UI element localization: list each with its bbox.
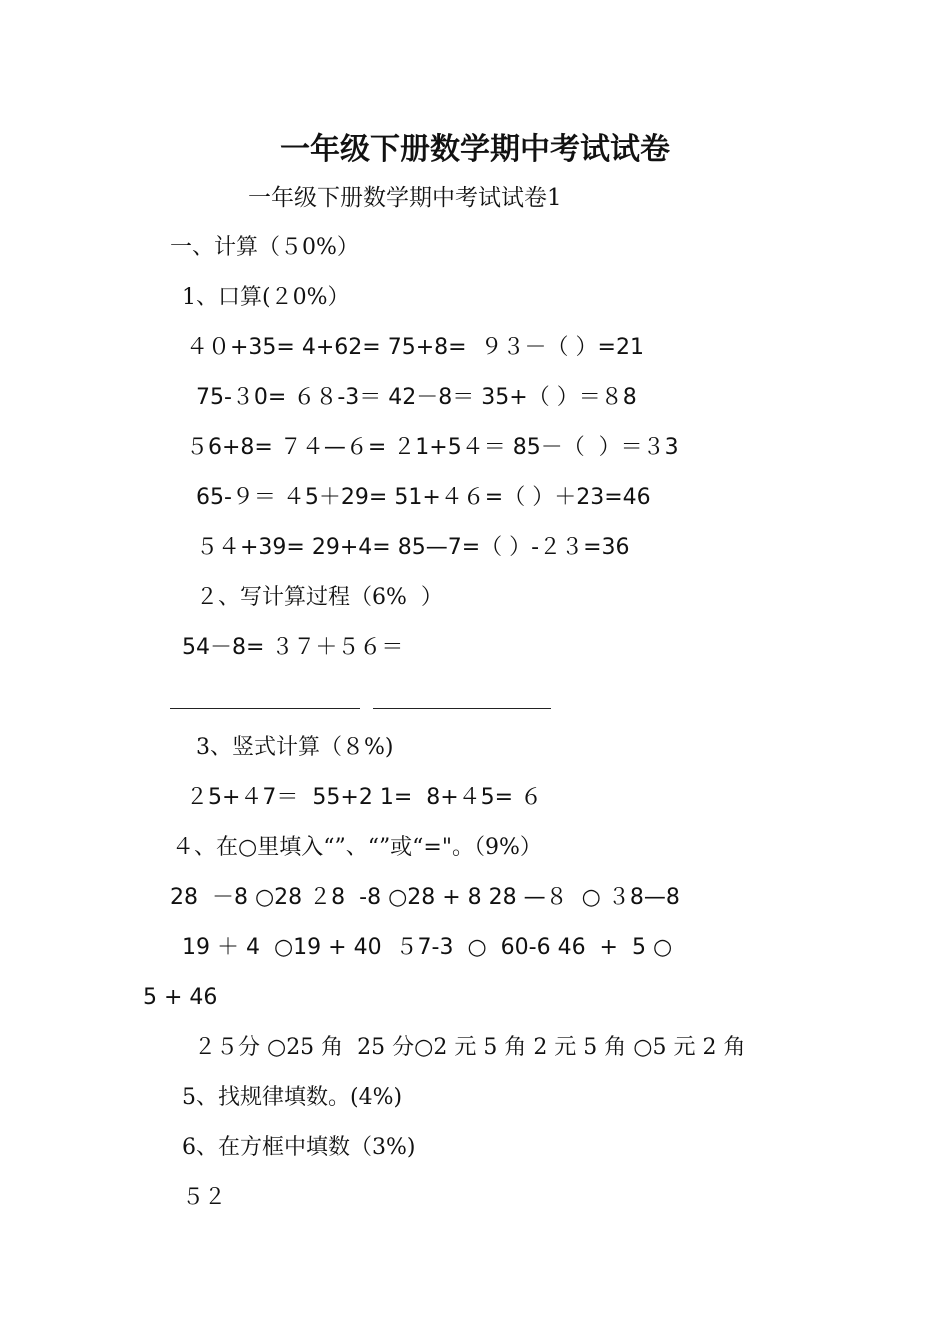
exam-title: 一年级下册数学期中考试试卷 bbox=[280, 132, 670, 167]
q1-row-3: ５6+8= ７４—６= ２1+5４＝ 85－（ ）＝３3 bbox=[186, 435, 679, 460]
q1-row-2: 75-３0= ６８-3＝ 42－8＝ 35+（ ）＝８8 bbox=[196, 385, 637, 410]
q4-row-4: ２５分 ○25 角 25 分○2 元 5 角 2 元 5 角 ○5 元 2 角 bbox=[194, 1035, 746, 1060]
q4-row-2: 19 ＋ 4 ○19 + 40 ５7-3 ○ 60-6 46 + 5 ○ bbox=[182, 935, 673, 960]
answer-line-2 bbox=[373, 708, 551, 709]
q6-box-heading: 6、在方框中填数（3%) bbox=[182, 1135, 416, 1160]
q4-row-1: 28 －8 ○28 ２8 -8 ○28 + 8 28 —８ ○ ３8—8 bbox=[170, 885, 680, 910]
q1-row-4: 65-９＝ ４5＋29= 51+４６=（ ）＋23=46 bbox=[196, 485, 651, 510]
q3-vertical-heading: 3、竖式计算（８%) bbox=[196, 735, 394, 760]
q2-row: 54－8= ３７＋５６＝ bbox=[182, 635, 404, 660]
answer-line-1 bbox=[170, 708, 360, 709]
q1-row-1: ４０+35= 4+62= 75+8= ９３－（ ）=21 bbox=[186, 335, 644, 360]
q4-row-3: 5 + 46 bbox=[143, 985, 218, 1010]
q1-oral-heading: 1、口算(２0%） bbox=[182, 285, 350, 310]
q6-row: ５２ bbox=[182, 1185, 227, 1210]
section-calculation-heading: 一、计算（５0%） bbox=[170, 235, 359, 260]
q2-process-heading: ２、写计算过程（6% ） bbox=[196, 585, 443, 610]
q1-row-5: ５４+39= 29+4= 85—7=（ ）-２３=36 bbox=[196, 535, 630, 560]
q5-pattern-heading: 5、找规律填数。(4%) bbox=[182, 1085, 403, 1110]
exam-subtitle: 一年级下册数学期中考试试卷1 bbox=[248, 185, 562, 211]
q3-row: ２5+４7＝ 55+2 1= 8+４5= ６ bbox=[186, 785, 543, 810]
q4-compare-heading: ４、在○里填入“”、“”或“="。（9%） bbox=[172, 835, 542, 860]
